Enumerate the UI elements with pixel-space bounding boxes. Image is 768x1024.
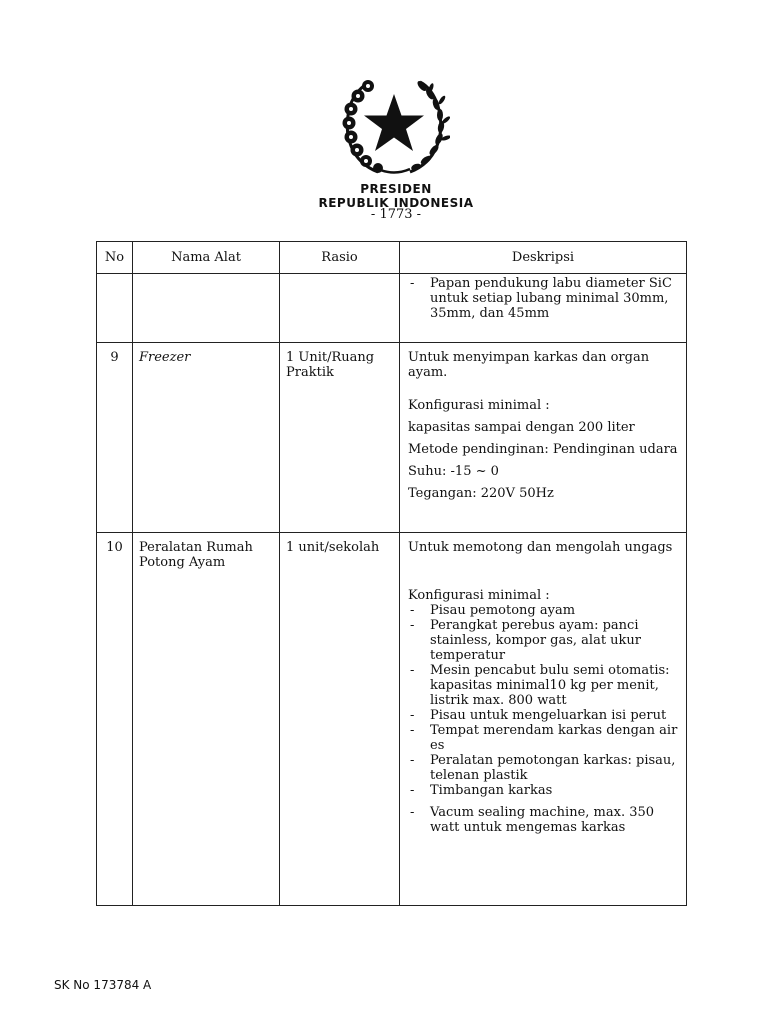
list-item: - Timbangan karkas (408, 783, 678, 798)
column-header-deskripsi: Deskripsi (400, 242, 687, 274)
spec-capacity: kapasitas sampai dengan 200 liter (408, 420, 635, 435)
header-republik-indonesia: REPUBLIK INDONESIA (318, 196, 474, 210)
list-item: - Papan pendukung labu diameter SiC untuk setiap lubang minimal 30mm, 35mm, dan 45mm (408, 276, 678, 321)
table-row-9 (97, 343, 687, 533)
table-row-continued (97, 274, 687, 343)
table-header-row (97, 242, 687, 274)
item-description (400, 533, 687, 906)
table-row-10 (97, 533, 687, 906)
description-cell-continued (400, 274, 687, 343)
list-item: - Tempat merendam karkas dengan air es (408, 723, 678, 753)
item-ratio: 1 unit/sekolah (280, 533, 400, 906)
column-header-nama-alat: Nama Alat (133, 242, 280, 274)
list-item: - Mesin pencabut bulu semi otomatis: kapasitas minimal10 kg per menit, listrik max. 800 watt (408, 663, 678, 708)
config-title: Konfigurasi minimal : (408, 588, 550, 603)
description-intro: Untuk menyimpan karkas dan organ ayam. (408, 350, 650, 380)
page-number: - 1773 - (370, 207, 422, 222)
list-item: - Vacum sealing machine, max. 350 watt untuk mengemas karkas (408, 805, 678, 835)
document-code: SK No 173784 A (54, 978, 152, 992)
spec-cooling-method: Metode pendinginan: Pendinginan udara (408, 442, 678, 457)
item-description (400, 343, 687, 533)
spec-voltage: Tegangan: 220V 50Hz (408, 486, 554, 501)
list-item: - Peralatan pemotongan karkas: pisau, telenan plastik (408, 753, 678, 783)
row-number: 10 (97, 533, 133, 906)
column-header-no: No (97, 242, 133, 274)
row-number: 9 (97, 343, 133, 533)
item-ratio: 1 Unit/Ruang Praktik (280, 343, 400, 533)
header-presiden: PRESIDEN (360, 182, 432, 196)
list-item: - Perangkat perebus ayam: panci stainless, kompor gas, alat ukur temperatur (408, 618, 678, 663)
garuda-star-wreath-emblem-icon (338, 76, 450, 176)
spec-temperature: Suhu: -15 ~ 0 (408, 464, 499, 479)
item-name: Peralatan Rumah Potong Ayam (133, 533, 280, 906)
config-title: Konfigurasi minimal : (408, 398, 550, 413)
list-item: - Pisau pemotong ayam (408, 603, 678, 618)
description-intro: Untuk memotong dan mengolah ungags (408, 540, 673, 555)
equipment-table (96, 241, 687, 906)
list-item: - Pisau untuk mengeluarkan isi perut (408, 708, 678, 723)
column-header-rasio: Rasio (280, 242, 400, 274)
item-name: Freezer (133, 343, 280, 533)
